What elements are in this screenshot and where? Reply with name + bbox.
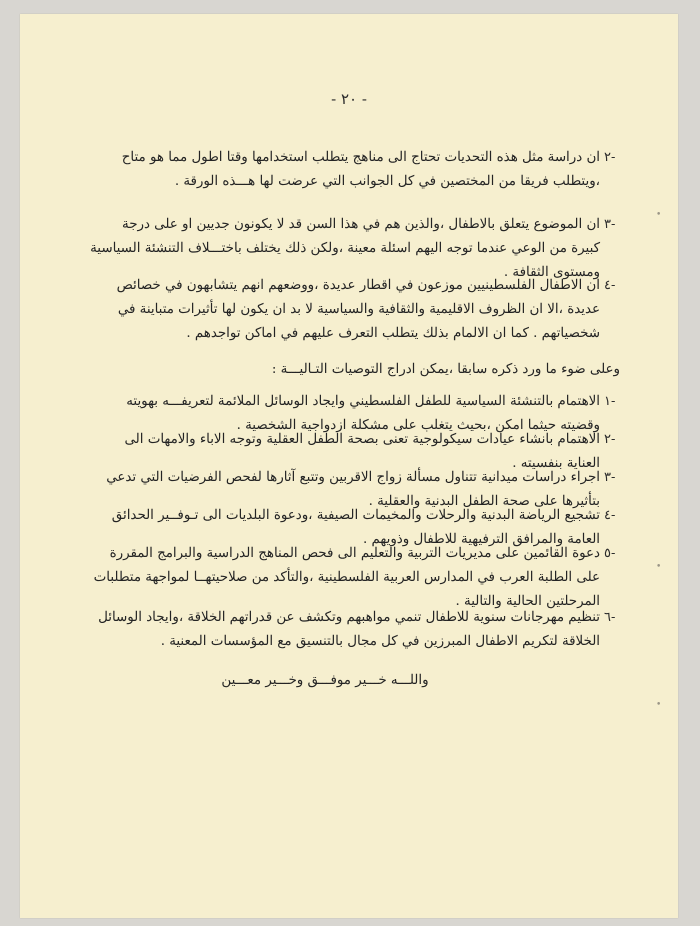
scan-speck: • xyxy=(656,210,662,220)
recommendation-item: اجراء دراسات ميدانية تتناول مسألة زواج الاقربين وتتبع آثارها لفحص الفرضيات التي تدعي بتأثيرها على صحة الطفل البدنية والعقلية . xyxy=(106,470,600,509)
recommendation-item: تنظيم مهرجانات سنوية للاطفال تنمي مواهبهم وتكشف عن قدراتهم الخلاقة ،وايجاد الوسائل الخلاقة لتكريم الاطفال المبرزين في كل مجال بالتنسيق مع المؤسسات المعنية . xyxy=(98,610,600,649)
recommendation-item: الاهتمام بانشاء عيادات سيكولوجية تعنى بصحة الطفل العقلية وتوجه الاباء والامهات الى العناية بنفسيته . xyxy=(124,432,600,471)
recommendation-item: الاهتمام بالتنشئة السياسية للطفل الفلسطيني وايجاد الوسائل الملائمة لتعريفـــه بهويته وقضيته حيثما امكن ،بحيث يتغلب على مشكلة ازدواجية الشخصية . xyxy=(126,394,600,433)
recommendation-number: ٢- xyxy=(604,432,616,447)
recommendation-number: ٤- xyxy=(604,508,616,523)
recommendation-item: دعوة القائمين على مديريات التربية والتعليم الى فحص المناهج الدراسية والبرامج المقررة على الطلبة العرب في المدارس العربية الفلسطينية ،والتأكد من صلاحيتهــا لمواجهة متطلبات المرحلتين الحالية والتالية . xyxy=(93,546,600,609)
recommendation-item: تشجيع الرياضة البدنية والرحلات والمخيمات الصيفية ،ودعوة البلديات الى تـوفــير الحدائق العامة والمرافق الترفيهية للاطفال وذويهم . xyxy=(111,508,600,547)
recommendation-number: ٥- xyxy=(604,546,616,561)
scan-speck: • xyxy=(656,562,662,572)
scan-speck: • xyxy=(656,700,662,710)
recommendations-intro: وعلى ضوء ما ورد ذكره سابقا ،يمكن ادراج التوصيات التـاليـــة : xyxy=(271,362,620,377)
observation-item: ان الموضوع يتعلق بالاطفال ،والذين هم في هذا السن قد لا يكونون جديين او على درجة كبيرة من الوعي عندما توجه اليهم اسئلة معينة ،ولكن ذلك يختلف باختـــلاف التنشئة السياسية ومستوى الثقافة . xyxy=(90,217,600,280)
recommendation-number: ١- xyxy=(604,394,616,409)
page-number: - ٢٠ - xyxy=(331,90,367,108)
observation-item: ان الاطفال الفلسطينيين موزعون في اقطار عديدة ،ووضعهم انهم يتشابهون في خصائص عديدة ،الا ان الظروف الاقليمية والثقافية والسياسية لا بد ان يكون لها تأثيرات متباينة في شخصياتهم . كما ان الالمام بذلك يتطلب التعرف عليهم في اماكن تواجدهم . xyxy=(116,278,600,341)
recommendation-number: ٦- xyxy=(604,610,616,625)
item-number: ٣- xyxy=(604,217,616,232)
item-number: ٢- xyxy=(604,150,616,165)
observation-item: ان دراسة مثل هذه التحديات تحتاج الى مناهج يتطلب استخدامها وقتا اطول مما هو متاح ،ويتطلب فريقا من المختصين في كل الجوانب التي عرضت لها هـــذه الورقة . xyxy=(121,150,600,189)
document-page xyxy=(20,14,678,918)
item-number: ٤- xyxy=(604,278,616,293)
recommendation-number: ٣- xyxy=(604,470,616,485)
closing-line: واللـــه خـــير موفـــق وخـــير معـــين xyxy=(221,673,429,688)
